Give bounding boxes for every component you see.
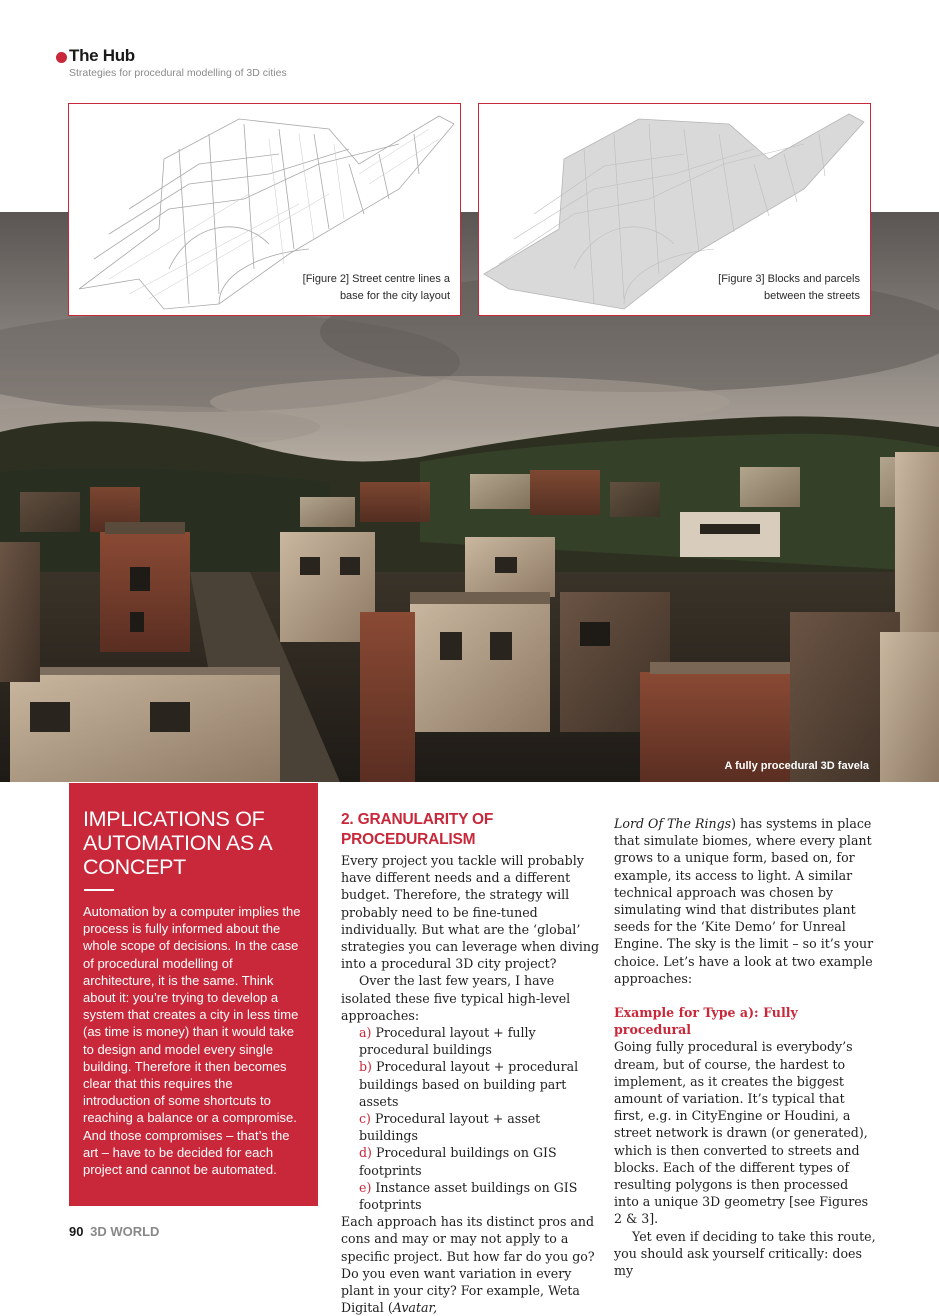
figure-2-street-lines	[68, 103, 461, 316]
sidebar-divider	[84, 889, 114, 891]
avatar-title: Avatar,	[392, 1300, 438, 1316]
approach-key: e)	[359, 1179, 372, 1195]
figure-3-caption	[718, 271, 860, 305]
magazine-name: 3D WORLD	[90, 1224, 160, 1239]
article-paragraph-2: Over the last few years, I have isolated these five typical high-level approaches:	[341, 973, 571, 1023]
example-subhead: Example for Type a): Fully procedural	[614, 1005, 798, 1038]
figure-2-caption	[303, 271, 450, 305]
article-paragraph-6: Yet even if deciding to take this route, you should ask yourself critically: does my	[614, 1228, 876, 1279]
paragraph-spacer	[614, 987, 876, 1004]
article-paragraph-4	[614, 815, 876, 987]
article-paragraph-1: Every project you tackle will probably have different needs and a different budget. Therefore, the strategy will probably need to be fine-tuned individually. But what are the ‘global’ strategies you can leverage when diving into a procedural 3D city project?	[341, 853, 600, 972]
approach-text: Instance asset buildings on GIS footprints	[359, 1179, 578, 1213]
sidebar-box	[69, 783, 318, 1206]
article-paragraph-4-text: ) has systems in place that simulate biomes, where every plant grows to a unique form, based on, for example, its access to light. A similar technical approach was chosen by simulating wind that distributes plant seeds for the ‘Kite Demo’ for Unreal Engine. The sky is the limit – so it’s your choice. Let’s have a look at two example approaches:	[614, 816, 874, 986]
article-paragraph-5: Going fully procedural is everybody’s dream, but of course, the hardest to implement, as it creates the biggest amount of variation. It’s typical that first, e.g. in CityEngine or Houdini, a street network is drawn (or generated), which is then converted to streets and blocks. Each of the different types of resulting polygons is then processed into a unique 3D geometry [see Figures 2 & 3].	[614, 1039, 869, 1227]
approach-list-item	[341, 1024, 603, 1058]
figure-3-blocks-parcels	[478, 103, 871, 316]
approach-text: Procedural layout + fully procedural buildings	[359, 1025, 536, 1058]
approach-list-item	[341, 1144, 603, 1178]
lotr-title: Lord Of The Rings	[614, 816, 732, 831]
section-title: The Hub	[69, 46, 135, 65]
figure-2-caption-line-2: base for the city layout	[339, 290, 450, 302]
sidebar-body: Automation by a computer implies the process is fully informed about the whole scope of decisions. In the case of procedural modelling of architecture, it is the same. Think about it: you’re trying to develop a system that creates a city in less time (as time is money) than it would take to design and model every single building. Therefore it then becomes clear that this requires the introduction of some shortcuts to reaching a balance or a compromise. And those compromises – that’s the art – have to be decided for each project and cannot be automated.	[83, 904, 301, 1178]
article-column-1	[341, 810, 603, 1316]
approach-list-item	[341, 1179, 603, 1213]
approach-key: a)	[359, 1025, 372, 1041]
article-paragraph-3-text: Each approach has its distinct pros and cons and may or may not apply to a specific project. But how far do you go? Do you even want variation in every plant in your city? For example, Weta Digital (	[341, 1214, 595, 1316]
approach-key: c)	[359, 1111, 371, 1127]
approach-key: b)	[359, 1059, 372, 1075]
approach-list-item	[341, 1058, 603, 1110]
article-subtitle: Strategies for procedural modelling of 3D cities	[69, 67, 287, 79]
sidebar-title: IMPLICATIONS OF AUTOMATION AS A CONCEPT	[83, 807, 272, 879]
approach-text: Procedural layout + procedural buildings based on building part assets	[359, 1059, 579, 1109]
section-heading: 2. GRANULARITY OF PROCEDURALISM	[341, 811, 494, 848]
hero-caption: A fully procedural 3D favela	[724, 760, 869, 772]
page-folio	[69, 1224, 159, 1239]
approach-list-item	[341, 1110, 603, 1144]
approach-text: Procedural buildings on GIS footprints	[359, 1145, 557, 1178]
page-number: 90	[69, 1224, 84, 1239]
figure-2-caption-line-1: [Figure 2] Street centre lines a	[302, 273, 450, 285]
article-column-2	[614, 815, 876, 1279]
figure-3-caption-line-1: [Figure 3] Blocks and parcels	[718, 273, 860, 285]
approach-text: Procedural layout + asset buildings	[359, 1111, 541, 1144]
section-marker-dot	[56, 52, 67, 63]
article-paragraph-3	[341, 1213, 603, 1316]
figure-3-caption-line-2: between the streets	[763, 290, 860, 302]
approach-key: d)	[359, 1145, 372, 1161]
